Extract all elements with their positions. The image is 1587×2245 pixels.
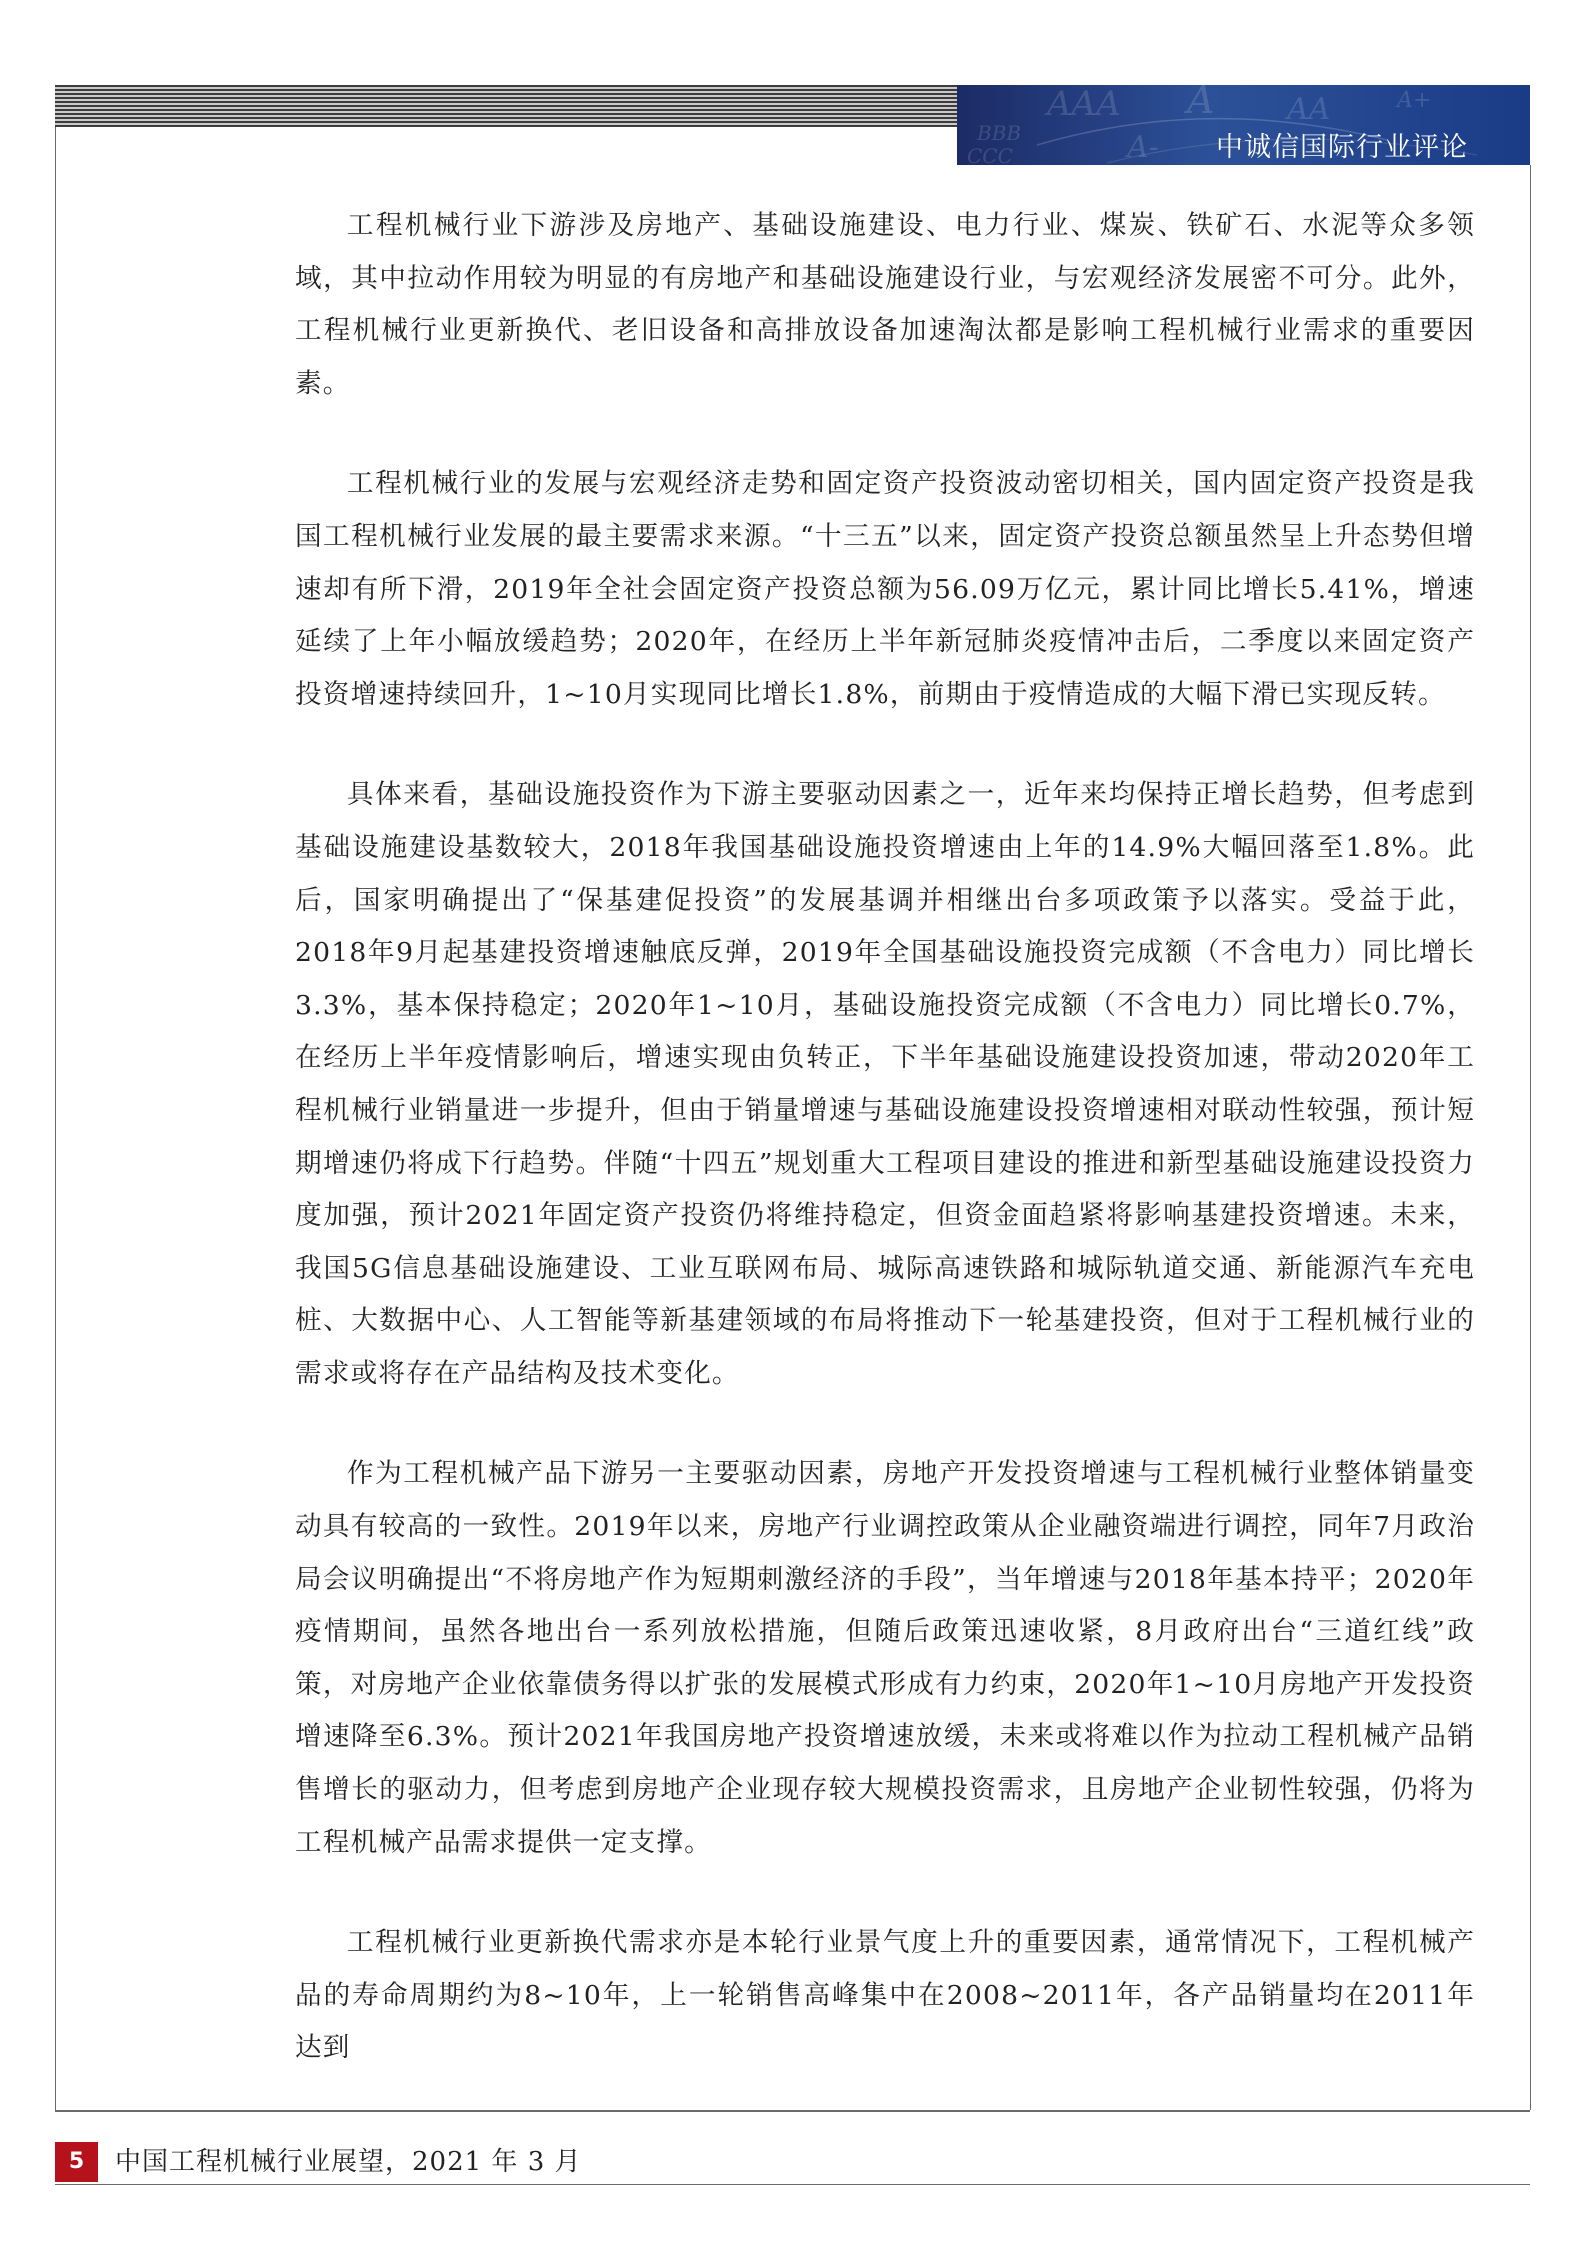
publication-title: 中诚信国际行业评论 xyxy=(1216,132,1468,163)
paragraph-replacement-demand: 工程机械行业更新换代需求亦是本轮行业景气度上升的重要因素，通常情况下，工程机械产品的寿命周期约为8~10年，上一轮销售高峰集中在2008~2011年，各产品销量均在2011年达到 xyxy=(295,1927,1475,2064)
page-number-badge: 5 xyxy=(55,2142,98,2182)
page-frame-right xyxy=(1530,165,1531,2110)
footer-bottom-rule xyxy=(55,2184,1530,2185)
watermark-bbb: BBB xyxy=(977,121,1022,145)
footer-divider xyxy=(55,2110,1530,2112)
article-body xyxy=(295,200,1475,2123)
watermark-ccc: CCC xyxy=(967,144,1013,165)
watermark-a: A xyxy=(1187,85,1215,122)
paragraph-fixed-asset-investment: 工程机械行业的发展与宏观经济走势和固定资产投资波动密切相关，国内固定资产投资是我国工程机械行业发展的最主要需求来源。“十三五”以来，固定资产投资总额虽然呈上升态势但增速却有所下滑，2019年全社会固定资产投资总额为56.09万亿元，累计同比增长5.41%，增速延续了上年小幅放缓趋势；2020年，在经历上半年新冠肺炎疫情冲击后，二季度以来固定资产投资增速持续回升，1~10月实现同比增长1.8%，前期由于疫情造成的大幅下滑已实现反转。 xyxy=(295,468,1475,710)
paragraph-downstream-industries: 工程机械行业下游涉及房地产、基础设施建设、电力行业、煤炭、铁矿石、水泥等众多领域，其中拉动作用较为明显的有房地产和基础设施建设行业，与宏观经济发展密不可分。此外，工程机械行业更新换代、老旧设备和高排放设备加速淘汰都是影响工程机械行业需求的重要因素。 xyxy=(295,210,1475,399)
watermark-aa: AA xyxy=(1287,92,1331,127)
watermark-a-plus: A+ xyxy=(1397,88,1432,113)
watermark-aaa: AAA xyxy=(1047,85,1121,124)
page-frame-left xyxy=(55,85,56,2110)
paragraph-real-estate-investment: 作为工程机械产品下游另一主要驱动因素，房地产开发投资增速与工程机械行业整体销量变动具有较高的一致性。2019年以来，房地产行业调控政策从企业融资端进行调控，同年7月政治局会议明确提出“不将房地产作为短期刺激经济的手段”，当年增速与2018年基本持平；2020年疫情期间，虽然各地出台一系列放松措施，但随后政策迅速收紧，8月政府出台“三道红线”政策，对房地产企业依靠债务得以扩张的发展模式形成有力约束，2020年1~10月房地产开发投资增速降至6.3%。预计2021年我国房地产投资增速放缓，未来或将难以作为拉动工程机械产品销售增长的驱动力，但考虑到房地产企业现存较大规模投资需求，且房地产企业韧性较强，仍将为工程机械产品需求提供一定支撑。 xyxy=(295,1458,1475,1858)
footer-report-title: 中国工程机械行业展望，2021 年 3 月 xyxy=(115,2147,582,2177)
header-stripe-bar xyxy=(55,85,957,127)
watermark-a-minus: A- xyxy=(1127,130,1159,165)
header-banner xyxy=(957,85,1530,165)
paragraph-infrastructure-investment: 具体来看，基础设施投资作为下游主要驱动因素之一，近年来均保持正增长趋势，但考虑到基础设施建设基数较大，2018年我国基础设施投资增速由上年的14.9%大幅回落至1.8%。此后，国家明确提出了“保基建促投资”的发展基调并相继出台多项政策予以落实。受益于此，2018年9月起基建投资增速触底反弹，2019年全国基础设施投资完成额（不含电力）同比增长3.3%，基本保持稳定；2020年1~10月，基础设施投资完成额（不含电力）同比增长0.7%，在经历上半年疫情影响后，增速实现由负转正，下半年基础设施建设投资加速，带动2020年工程机械行业销量进一步提升，但由于销量增速与基础设施建设投资增速相对联动性较强，预计短期增速仍将成下行趋势。伴随“十四五”规划重大工程项目建设的推进和新型基础设施建设投资力度加强，预计2021年固定资产投资仍将维持稳定，但资金面趋紧将影响基建投资增速。未来，我国5G信息基础设施建设、工业互联网布局、城际高速铁路和城际轨道交通、新能源汽车充电桩、大数据中心、人工智能等新基建领域的布局将推动下一轮基建投资，但对于工程机械行业的需求或将存在产品结构及技术变化。 xyxy=(295,779,1475,1389)
